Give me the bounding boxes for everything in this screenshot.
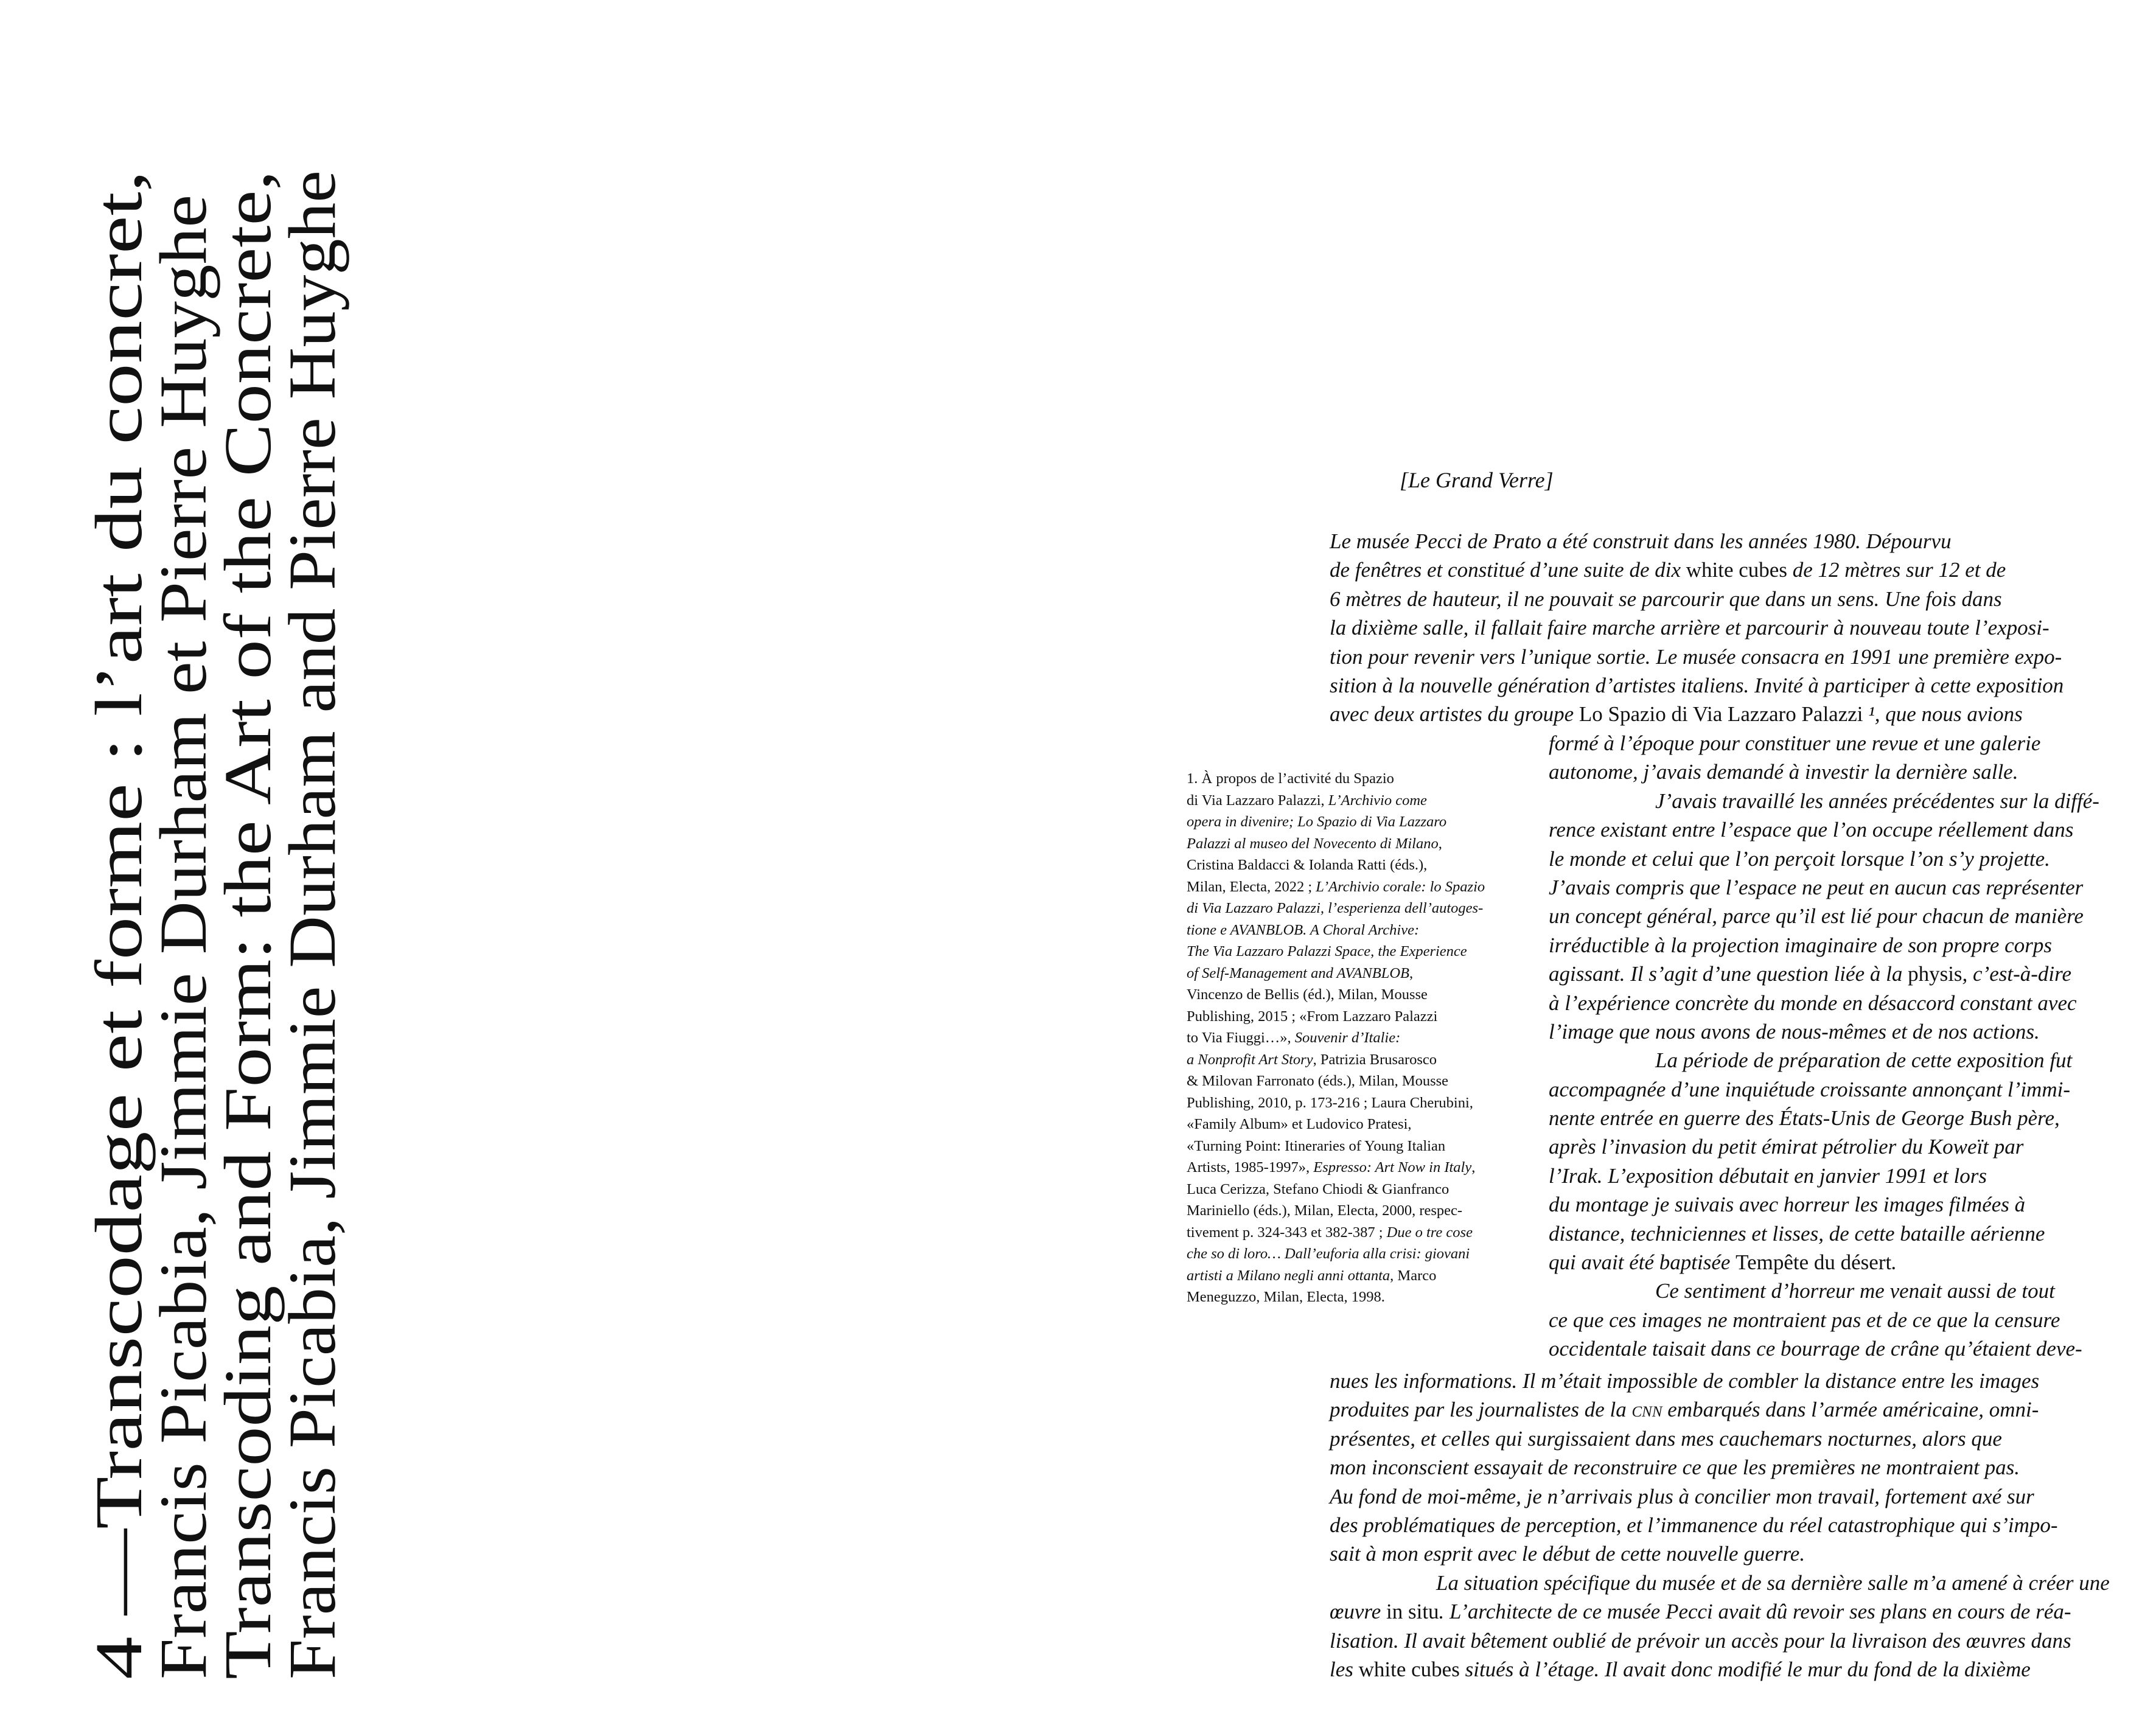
paragraph-intro — [1330, 527, 2064, 729]
text-run: embarqués dans l’armée américaine, omni- — [1662, 1398, 2039, 1422]
body-line — [1330, 1395, 2110, 1424]
footnote-line — [1187, 1179, 1485, 1201]
text-run: Ce sentiment d’horreur me venait aussi de tout — [1549, 1279, 2055, 1303]
text-run: opera in divenire; Lo Spazio di Via Lazzaro — [1187, 814, 1447, 830]
text-run: tivement p. 324-343 et 382-387 ; — [1187, 1224, 1387, 1241]
body-line — [1330, 1453, 2110, 1482]
text-run: Souvenir d’Italie: — [1294, 1030, 1401, 1046]
text-run: ce que ces images ne montraient pas et de ce que la censure — [1549, 1308, 2060, 1332]
paragraph-main — [1549, 729, 2099, 1364]
footnote-line — [1187, 1157, 1485, 1179]
text-run: J’avais travaillé les années précédentes sur la diffé- — [1549, 789, 2099, 813]
text-run: in situ — [1386, 1600, 1439, 1624]
text-run: 1. À propos de l’activité du Spazio — [1187, 770, 1394, 787]
body-line — [1549, 1017, 2099, 1046]
footnote-line — [1187, 919, 1485, 941]
text-run: to Via Fiuggi…», — [1187, 1030, 1295, 1046]
body-line — [1330, 1655, 2110, 1684]
body-line — [1549, 960, 2099, 988]
text-run: Palazzi al museo del Novecento di Milano — [1187, 835, 1439, 852]
text-run: ¹, que nous avions — [1863, 702, 2023, 727]
footnote-line — [1187, 1092, 1485, 1114]
footnote-line — [1187, 1200, 1485, 1222]
text-run: produites par les journalistes de la — [1330, 1398, 1632, 1422]
text-run: Publishing, 2015 ; «From Lazzaro Palazzi — [1187, 1008, 1438, 1025]
text-run: white cubes — [1686, 558, 1787, 582]
footnote-line — [1187, 811, 1485, 833]
text-run: che so di loro… Dall’euforia alla crisi: giovani — [1187, 1246, 1470, 1262]
footnote-line — [1187, 790, 1485, 812]
body-line — [1330, 1367, 2110, 1395]
text-run: les — [1330, 1657, 1359, 1681]
text-run: nues les informations. Il m’était impossible de combler la distance entre les images — [1330, 1369, 2040, 1393]
text-run: Au fond de moi-même, je n’arrivais plus à concilier mon travail, fortement axé sur — [1330, 1484, 2034, 1508]
text-run: J’avais compris que l’espace ne peut en aucun cas représenter — [1549, 875, 2084, 899]
text-run: œuvre — [1330, 1600, 1386, 1624]
body-line — [1549, 1046, 2099, 1075]
text-run: , — [1471, 1159, 1476, 1176]
section-label: [Le Grand Verre] — [1400, 468, 1554, 492]
text-run: situés à l’étage. Il avait donc modifié le mur du fond de la dixième — [1459, 1657, 2031, 1681]
text-run: of Self-Management and AVANBLOB — [1187, 964, 1409, 981]
title-line-4: Francis Picabia, Jimmie Durham and Pierre Huyghe — [275, 283, 349, 1679]
text-run: Publishing, 2010, p. 173-216 ; Laura Cherubini, — [1187, 1094, 1473, 1111]
text-run: , Marco — [1390, 1267, 1437, 1284]
text-run: la dixième salle, il fallait faire marche arrière et parcourir à nouveau toute l’exposi- — [1330, 616, 2050, 640]
body-line — [1330, 643, 2064, 671]
title-line-3: Transcoding and Form: the Art of the Concrete, — [211, 406, 285, 1679]
text-run: tione e AVANBLOB. A Choral Archive: — [1187, 921, 1420, 938]
title-line-1: 4 —Transcodage et forme : l’art du concret, — [82, 503, 156, 1679]
body-line — [1330, 1539, 2110, 1568]
text-run: du montage je suivais avec horreur les images filmées à — [1549, 1193, 2026, 1217]
body-line — [1330, 556, 2064, 584]
text-run: Lo Spazio di Via Lazzaro Palazzi — [1579, 702, 1863, 727]
body-line — [1549, 815, 2099, 844]
text-run: un concept général, parce qu’il est lié pour chacun de manière — [1549, 904, 2084, 929]
body-line — [1549, 902, 2099, 930]
text-run: l’image que nous avons de nous-mêmes et de nos actions. — [1549, 1019, 2040, 1044]
text-run: Milan, Electa, 2022 ; — [1187, 878, 1316, 895]
text-run: , c’est-à-dire — [1962, 962, 2072, 986]
footnote-1 — [1187, 768, 1485, 1308]
text-run: Artists, 1985-1997», — [1187, 1159, 1314, 1176]
text-run: cnn — [1631, 1398, 1662, 1422]
text-run: des problématiques de perception, et l’immanence du réel catastrophique qui s’impo- — [1330, 1513, 2058, 1537]
body-line — [1330, 527, 2064, 556]
footnote-line — [1187, 897, 1485, 919]
text-run: mon inconscient essayait de reconstruire ce que les premières ne montraient pas. — [1330, 1455, 2020, 1480]
text-run: L’Archivio corale: lo Spazio — [1316, 878, 1485, 895]
footnote-line — [1187, 1222, 1485, 1244]
body-line — [1549, 1190, 2099, 1219]
body-line — [1549, 1162, 2099, 1190]
footnote-line — [1187, 963, 1485, 984]
text-run: «Family Album» et Ludovico Pratesi, — [1187, 1116, 1412, 1132]
text-run: Due o tre cose — [1386, 1224, 1473, 1241]
body-line — [1330, 1424, 2110, 1453]
body-line — [1549, 787, 2099, 815]
text-run: , — [1438, 835, 1442, 852]
text-run: The Via Lazzaro Palazzi Space, the Experience — [1187, 943, 1467, 960]
footnote-line — [1187, 1006, 1485, 1028]
text-run: de fenêtres et constitué d’une suite de dix — [1330, 558, 1686, 582]
body-line — [1330, 585, 2064, 613]
text-run: , Patrizia Brusarosco — [1313, 1051, 1437, 1068]
text-run: après l’invasion du petit émirat pétrolier du Koweït par — [1549, 1135, 2024, 1159]
title-line-2: Francis Picabia, Jimmie Durham et Pierre Huyghe — [146, 332, 220, 1679]
text-run: La situation spécifique du musée et de sa dernière salle m’a amené à créer une — [1330, 1570, 2110, 1595]
text-run: nente entrée en guerre des États-Unis de George Bush père, — [1549, 1106, 2060, 1131]
body-line — [1330, 1511, 2110, 1539]
text-run: lisation. Il avait bêtement oublié de prévoir un accès pour la livraison des œuvres dans — [1330, 1628, 2071, 1653]
body-line — [1549, 1334, 2099, 1363]
text-run: accompagnée d’une inquiétude croissante annonçant l’immi- — [1549, 1077, 2070, 1101]
body-line — [1330, 1626, 2110, 1655]
text-run: . L’architecte de ce musée Pecci avait dû revoir ses plans en cours de réa- — [1439, 1600, 2071, 1624]
body-line — [1549, 758, 2099, 786]
body-line — [1330, 613, 2064, 642]
text-run: physis — [1908, 962, 1962, 986]
footnote-line — [1187, 1027, 1485, 1049]
text-run: . — [1891, 1250, 1897, 1275]
text-run: 6 mètres de hauteur, il ne pouvait se parcourir que dans un sens. Une fois dans — [1330, 587, 2002, 611]
text-run: La période de préparation de cette exposition fut — [1549, 1048, 2073, 1073]
text-run: Meneguzzo, Milan, Electa, 1998. — [1187, 1289, 1385, 1305]
footnote-line — [1187, 854, 1485, 876]
footnote-line — [1187, 876, 1485, 898]
footnote-line — [1187, 984, 1485, 1006]
text-run: Luca Cerizza, Stefano Chiodi & Gianfranco — [1187, 1180, 1450, 1197]
footnote-line — [1187, 1243, 1485, 1265]
footnote-line — [1187, 833, 1485, 855]
text-run: occidentale taisait dans ce bourrage de crâne qu’étaient deve- — [1549, 1337, 2082, 1361]
body-line — [1330, 1482, 2110, 1511]
body-line — [1330, 1569, 2110, 1597]
body-line — [1549, 1306, 2099, 1334]
body-line — [1549, 845, 2099, 873]
footnote-line — [1187, 1070, 1485, 1092]
text-run: Le musée Pecci de Prato a été construit dans les années 1980. Dépourvu — [1330, 529, 1952, 553]
body-line — [1549, 931, 2099, 960]
text-run: l’Irak. L’exposition débutait en janvier 1991 et lors — [1549, 1163, 1987, 1188]
text-run: Mariniello (éds.), Milan, Electa, 2000, respec- — [1187, 1202, 1463, 1219]
body-line — [1549, 1104, 2099, 1132]
text-run: formé à l’époque pour constituer une revue et une galerie — [1549, 731, 2041, 755]
text-run: artisti a Milano negli anni ottanta — [1187, 1267, 1390, 1284]
text-run: a Nonprofit Art Story — [1187, 1051, 1313, 1068]
footnote-line — [1187, 1265, 1485, 1287]
text-run: Cristina Baldacci & Iolanda Ratti (éds.), — [1187, 857, 1428, 873]
body-line — [1549, 1248, 2099, 1277]
text-run: tion pour revenir vers l’unique sortie. Le musée consacra en 1991 une première expo- — [1330, 644, 2062, 669]
text-run: autonome, j’avais demandé à investir la dernière salle. — [1549, 760, 2018, 784]
text-run: , — [1409, 964, 1414, 981]
body-line — [1549, 1277, 2099, 1305]
text-run: rence existant entre l’espace que l’on occupe réellement dans — [1549, 818, 2074, 842]
text-run: white cubes — [1358, 1657, 1460, 1681]
text-run: de 12 mètres sur 12 et de — [1787, 558, 2006, 582]
text-run: le monde et celui que l’on perçoit lorsque l’on s’y projette. — [1549, 846, 2050, 871]
footnote-line — [1187, 768, 1485, 790]
text-run: Tempête du désert — [1736, 1250, 1892, 1275]
body-line — [1549, 873, 2099, 902]
text-run: présentes, et celles qui surgissaient dans mes cauchemars nocturnes, alors que — [1330, 1426, 2002, 1451]
paragraph-continued — [1330, 1367, 2110, 1684]
text-run: Vincenzo de Bellis (éd.), Milan, Mousse — [1187, 986, 1428, 1003]
body-line — [1330, 671, 2064, 700]
footnote-line — [1187, 1113, 1485, 1135]
body-line — [1330, 700, 2064, 728]
text-run: sait à mon esprit avec le début de cette nouvelle guerre. — [1330, 1542, 1805, 1566]
text-run: L’Archivio come — [1328, 792, 1427, 809]
body-line — [1549, 1219, 2099, 1248]
text-run: Espresso: Art Now in Italy — [1313, 1159, 1472, 1176]
body-line — [1549, 1132, 2099, 1161]
text-run: distance, techniciennes et lisses, de cette bataille aérienne — [1549, 1221, 2045, 1246]
text-run: avec deux artistes du groupe — [1330, 702, 1579, 727]
footnote-line — [1187, 1049, 1485, 1071]
text-run: qui avait été baptisée — [1549, 1250, 1736, 1275]
footnote-line — [1187, 941, 1485, 963]
text-run: di Via Lazzaro Palazzi, l’esperienza dell’autoges- — [1187, 900, 1484, 916]
text-run: sition à la nouvelle génération d’artistes italiens. Invité à participer à cette exposition — [1330, 673, 2064, 697]
text-run: «Turning Point: Itineraries of Young Italian — [1187, 1137, 1446, 1154]
footnote-line — [1187, 1286, 1485, 1308]
text-run: à l’expérience concrète du monde en désaccord constant avec — [1549, 991, 2077, 1015]
text-run: di Via Lazzaro Palazzi, — [1187, 792, 1328, 809]
body-line — [1549, 989, 2099, 1017]
footnote-line — [1187, 1135, 1485, 1157]
body-line — [1330, 1597, 2110, 1626]
text-run: agissant. Il s’agit d’une question liée à la — [1549, 962, 1908, 986]
text-run: & Milovan Farronato (éds.), Milan, Mousse — [1187, 1073, 1449, 1089]
text-run: irréductible à la projection imaginaire de son propre corps — [1549, 933, 2052, 957]
body-line — [1549, 729, 2099, 758]
body-line — [1549, 1075, 2099, 1104]
